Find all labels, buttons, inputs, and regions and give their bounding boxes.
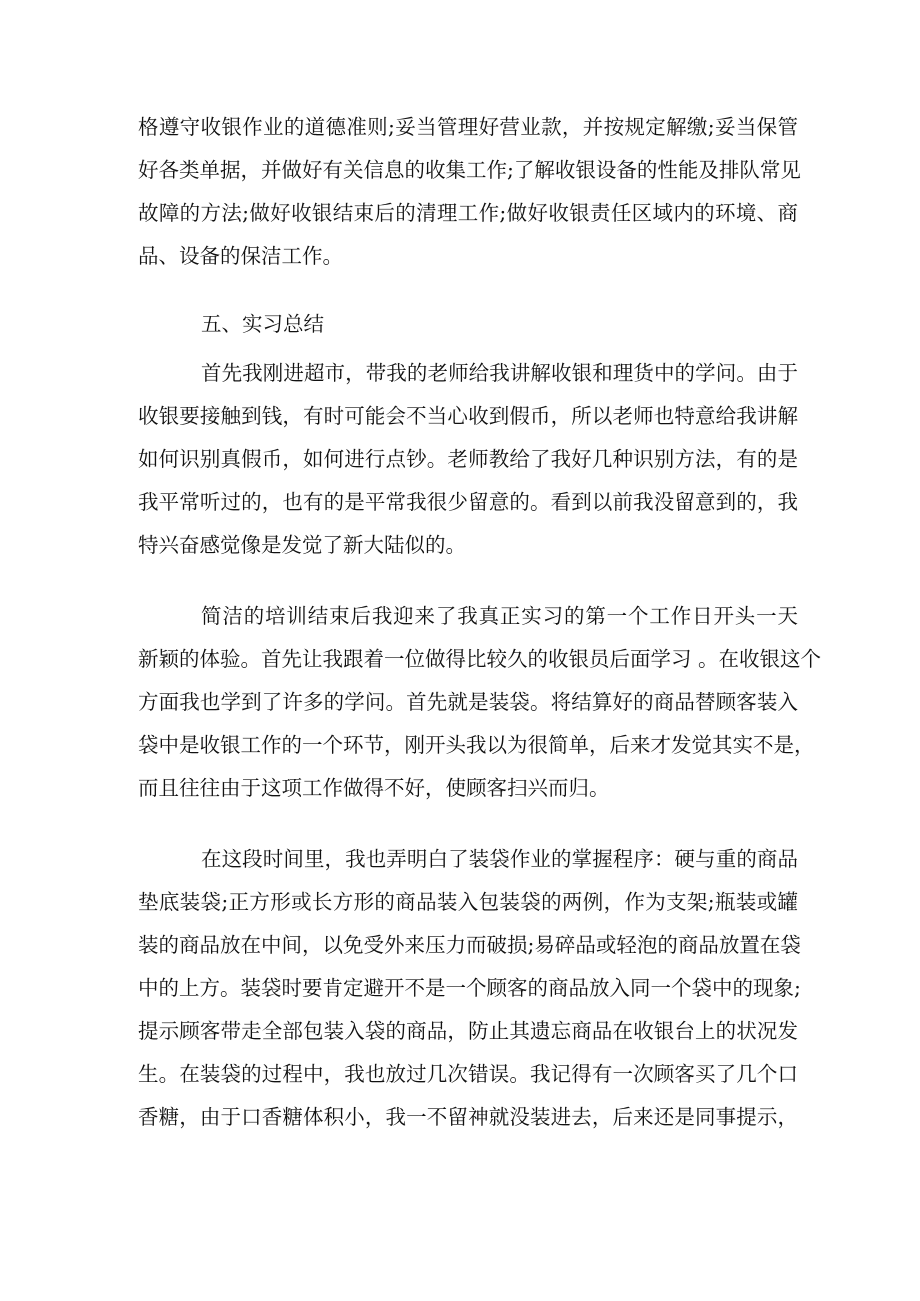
text-line: 中的上方。装袋时要肯定避开不是一个顾客的商品放入同一个袋中的现象; (138, 976, 801, 1000)
text-line: 提示顾客带走全部包装入袋的商品，防止其遗忘商品在收银台上的状况发 (138, 1019, 798, 1043)
paragraph-2 (138, 595, 822, 810)
text-line: 垫底装袋;正方形或长方形的商品装入包装袋的两例，作为支架;瓶装或罐 (138, 890, 798, 914)
text-line: 收银要接触到钱，有时可能会不当心收到假币，所以老师也特意给我讲解 (138, 404, 798, 428)
text-line: 简洁的培训结束后我迎来了我真正实习的第一个工作日开头一天 (201, 604, 798, 628)
text-line: 我平常听过的，也有的是平常我很少留意的。看到以前我没留意到的，我 (138, 490, 798, 514)
text-line: 香糖，由于口香糖体积小，我一不留神就没装进去，后来还是同事提示， (138, 1105, 798, 1129)
text-line: 好各类单据，并做好有关信息的收集工作;了解收银设备的性能及排队常见 (138, 158, 801, 182)
text-line: 品、设备的保洁工作。 (138, 244, 343, 268)
text-line: 如何识别真假币，如何进行点钞。老师教给了我好几种识别方法，有的是 (138, 447, 798, 471)
paragraph-3 (138, 838, 801, 1139)
text-line: 在这段时间里，我也弄明白了装袋作业的掌握程序：硬与重的商品 (201, 847, 798, 871)
text-line: 装的商品放在中间，以免受外来压力而破损;易碎品或轻泡的商品放置在袋 (138, 933, 801, 957)
text-line: 生。在装袋的过程中，我也放过几次错误。我记得有一次顾客买了几个口 (138, 1062, 798, 1086)
text-line: 特兴奋感觉像是发觉了新大陆似的。 (138, 533, 466, 557)
text-line: 格遵守收银作业的道德准则;妥当管理好营业款，并按规定解缴;妥当保管 (138, 115, 798, 139)
text-line: 方面我也学到了许多的学问。首先就是装袋。将结算好的商品替顾客装入 (138, 690, 798, 714)
section-heading-block (138, 303, 798, 346)
section-heading: 五、实习总结 (201, 312, 324, 336)
text-line: 袋中是收银工作的一个环节，刚开头我以为很简单，后来才发觉其实不是， (138, 733, 815, 757)
text-line: 首先我刚进超市，带我的老师给我讲解收银和理货中的学问。由于 (201, 361, 798, 385)
paragraph-1 (138, 352, 798, 567)
text-line: 而且往往由于这项工作做得不好，使顾客扫兴而归。 (138, 776, 610, 800)
continuation-paragraph (138, 106, 801, 278)
text-line: 新颖的体验。首先让我跟着一位做得比较久的收银员后面学习 。在收银这个 (138, 647, 822, 671)
text-line: 故障的方法;做好收银结束后的清理工作;做好收银责任区域内的环境、商 (138, 201, 798, 225)
